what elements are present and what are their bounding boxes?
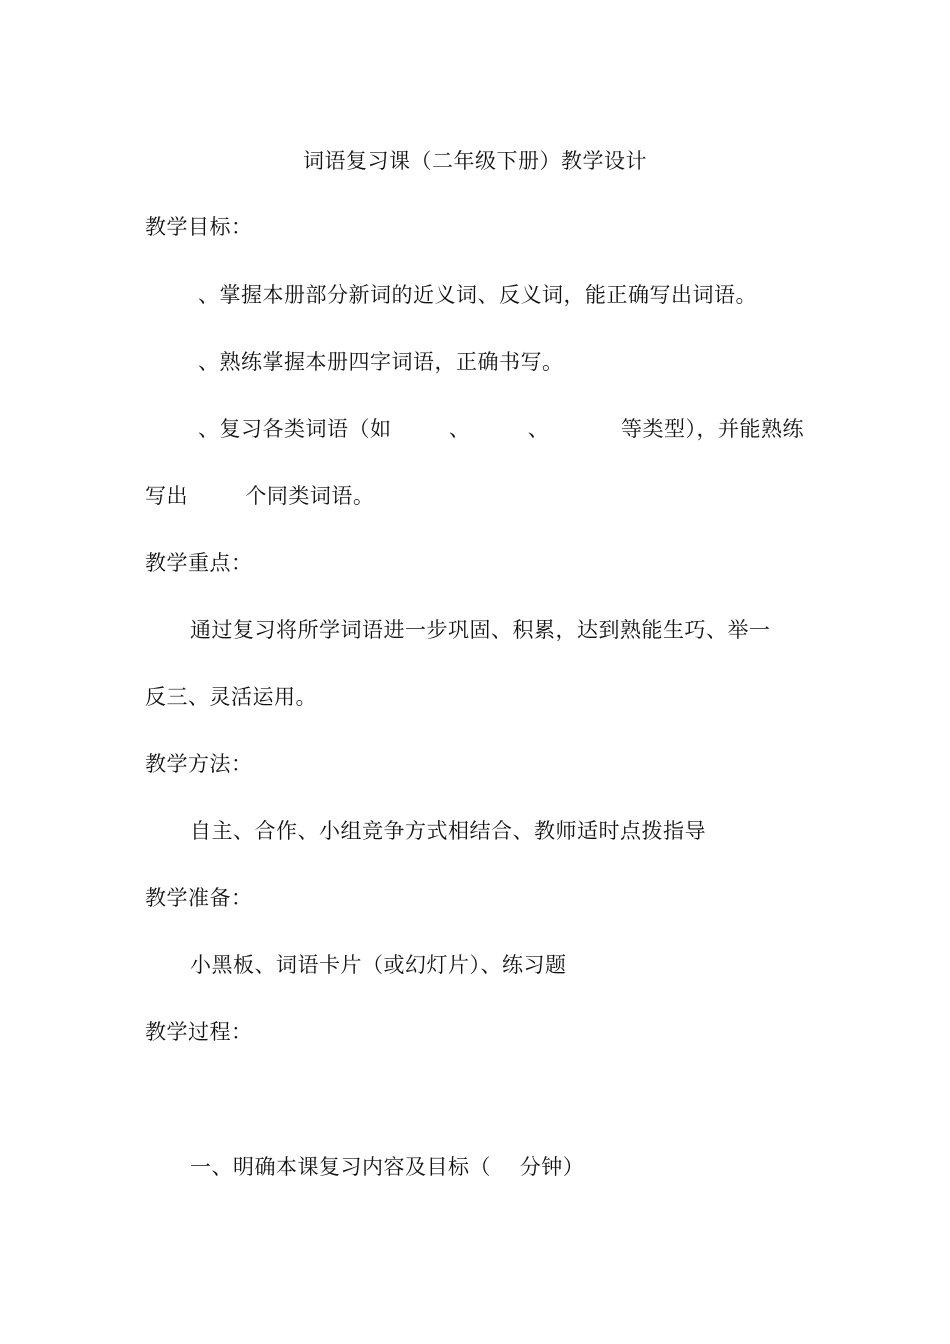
- methods-text: 自主、合作、小组竞争方式相结合、教师适时点拨指导: [190, 819, 706, 843]
- objectives-heading: 教学目标：: [145, 215, 253, 239]
- key-points-heading: 教学重点：: [145, 551, 253, 575]
- objective-item-1: 、掌握本册部分新词的近义词、反义词，能正确写出词语。: [198, 283, 757, 307]
- key-points-line-2: 反三、灵活运用。: [145, 685, 317, 709]
- key-points-line-1: 通过复习将所学词语进一步巩固、积累，达到熟能生巧、举一: [190, 618, 771, 642]
- objective-item-3-line-2: 写出 个同类词语。: [145, 484, 375, 508]
- objective-item-3-line-1: 、复习各类词语（如 、 、 等类型），并能熟练: [198, 417, 805, 441]
- preparation-heading: 教学准备：: [145, 886, 253, 910]
- objective-item-2: 、熟练掌握本册四字词语，正确书写。: [198, 350, 564, 374]
- process-step-1: 一、明确本课复习内容及目标（ 分钟）: [190, 1155, 585, 1179]
- document-title: 词语复习课（二年级下册）教学设计: [303, 149, 647, 173]
- preparation-text: 小黑板、词语卡片（或幻灯片）、练习题: [190, 953, 567, 977]
- methods-heading: 教学方法：: [145, 752, 253, 776]
- process-heading: 教学过程：: [145, 1020, 253, 1044]
